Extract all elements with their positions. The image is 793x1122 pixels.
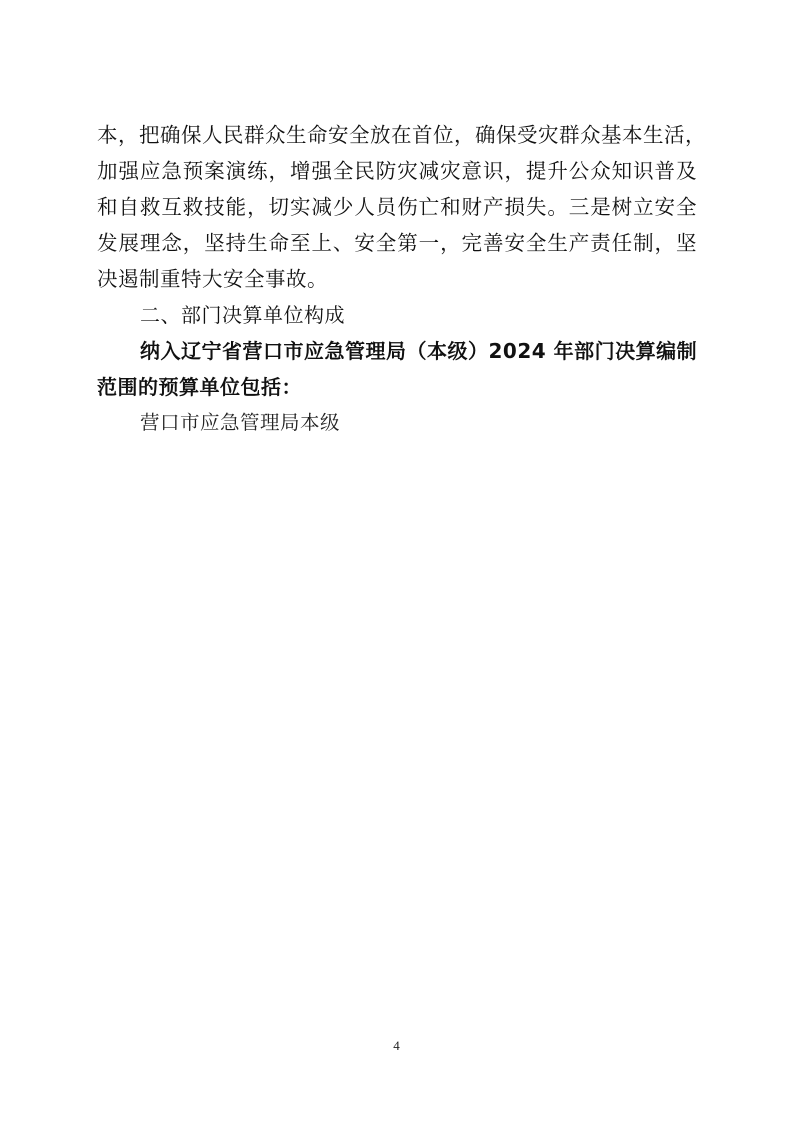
body-line-1: 本，把确保人民群众生命安全放在首位，确保受灾群众基本生活， xyxy=(97,123,706,147)
page-number: 4 xyxy=(393,1038,400,1053)
body-line-3: 和自救互救技能，切实减少人员伤亡和财产损失。三是树立安全 xyxy=(97,195,697,219)
bold-line-1: 纳入辽宁省营口市应急管理局（本级）2024 年部门决算编制 xyxy=(140,339,698,363)
body-line-5: 决遏制重特大安全事故。 xyxy=(97,267,328,291)
body-line-2: 加强应急预案演练，增强全民防灾减灾意识，提升公众知识普及 xyxy=(97,159,697,183)
body-line-4: 发展理念，坚持生命至上、安全第一，完善安全生产责任制，坚 xyxy=(97,231,697,255)
section-heading: 二、部门决算单位构成 xyxy=(140,303,345,327)
bold-line-2: 范围的预算单位包括： xyxy=(97,375,302,399)
unit-name: 营口市应急管理局本级 xyxy=(140,411,341,434)
